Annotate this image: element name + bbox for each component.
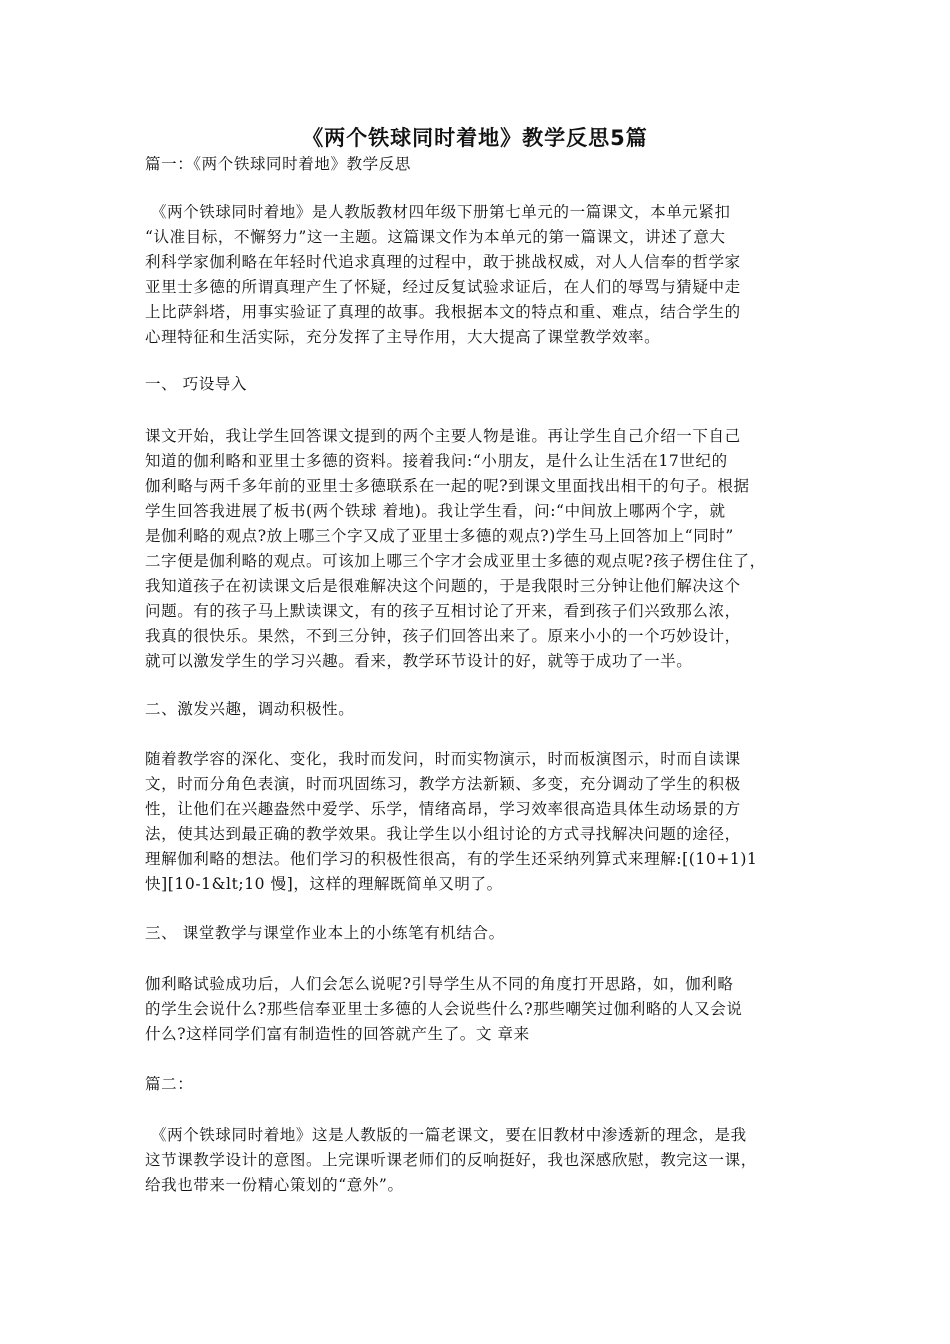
section-heading: 三、 课堂教学与课堂作业本上的小练笔有机结合。 bbox=[145, 924, 505, 942]
text-line: 文，时而分角色表演，时而巩固练习，教学方法新颖、多变，充分调动了学生的积极 bbox=[145, 775, 741, 793]
text-line: 就可以激发学生的学习兴趣。看来，教学环节设计的好，就等于成功了一半。 bbox=[145, 652, 693, 670]
text-line: 伽利略与两千多年前的亚里士多德联系在一起的呢?到课文里面找出相干的句子。根据 bbox=[145, 477, 750, 495]
text-line: 上比萨斜塔，用事实验证了真理的故事。我根据本文的特点和重、难点，结合学生的 bbox=[145, 303, 741, 321]
text-line: 这节课教学设计的意图。上完课听课老师们的反响挺好，我也深感欣慰，教完这一课， bbox=[145, 1151, 757, 1169]
text-line: 法，使其达到最正确的教学效果。我让学生以小组讨论的方式寻找解决问题的途径， bbox=[145, 825, 741, 843]
paragraph-part2 bbox=[145, 1123, 825, 1198]
text-line: 《两个铁球同时着地》这是人教版的一篇老课文，要在旧教材中渗透新的理念，是我 bbox=[151, 1126, 747, 1144]
text-line: 知道的伽利略和亚里士多德的资料。接着我问:“小朋友，是什么让生活在17世纪的 bbox=[145, 452, 728, 470]
text-line: 我真的很快乐。果然，不到三分钟，孩子们回答出来了。原来小小的一个巧妙设计， bbox=[145, 627, 741, 645]
part1-heading-block bbox=[145, 152, 825, 177]
paragraph-section-2 bbox=[145, 747, 825, 897]
part1-heading: 篇一：《两个铁球同时着地》教学反思 bbox=[145, 155, 411, 173]
part2-heading-block bbox=[145, 1072, 825, 1097]
text-line: 什么?这样同学们富有制造性的回答就产生了。文 章来 bbox=[145, 1025, 530, 1043]
section-heading-1-block bbox=[145, 372, 825, 397]
section-heading-3-block bbox=[145, 921, 825, 946]
text-line: 快][10-1&lt;10 慢]，这样的理解既简单又明了。 bbox=[145, 875, 503, 893]
section-heading-2-block bbox=[145, 697, 825, 722]
text-line: 我知道孩子在初读课文后是很难解决这个问题的，于是我限时三分钟让他们解决这个 bbox=[145, 577, 741, 595]
text-line: 心理特征和生活实际，充分发挥了主导作用，大大提高了课堂教学效率。 bbox=[145, 328, 661, 346]
text-line: 随着教学容的深化、变化，我时而发问，时而实物演示，时而板演图示，时而自读课 bbox=[145, 750, 741, 768]
text-line: 亚里士多德的所谓真理产生了怀疑，经过反复试验求证后，在人们的辱骂与猜疑中走 bbox=[145, 278, 741, 296]
text-line: 给我也带来一份精心策划的“意外”。 bbox=[145, 1176, 404, 1194]
text-line: 学生回答我进展了板书(两个铁球 着地)。我让学生看，问:“中间放上哪两个字，就 bbox=[145, 502, 726, 520]
text-line: 理解伽利略的想法。他们学习的积极性很高，有的学生还采纳列算式来理解:[(10+1)1 bbox=[145, 850, 758, 868]
text-line: 二字便是伽利略的观点。可该加上哪三个字才会成亚里士多德的观点呢?孩子楞住住了， bbox=[145, 552, 766, 570]
text-line: 性，让他们在兴趣盎然中爱学、乐学，情绪高昂，学习效率很高造具体生动场景的方 bbox=[145, 800, 741, 818]
section-heading: 一、 巧设导入 bbox=[145, 375, 248, 393]
text-line: 利科学家伽利略在年轻时代追求真理的过程中，敢于挑战权威，对人人信奉的哲学家 bbox=[145, 253, 741, 271]
text-line: 伽利略试验成功后，人们会怎么说呢?引导学生从不同的角度打开思路，如，伽利略 bbox=[145, 975, 734, 993]
paragraph-section-3 bbox=[145, 972, 825, 1047]
text-line: 的学生会说什么?那些信奉亚里士多德的人会说些什么?那些嘲笑过伽利略的人又会说 bbox=[145, 1000, 743, 1018]
paragraph-intro bbox=[145, 200, 825, 350]
part2-heading: 篇二： bbox=[145, 1075, 194, 1093]
paragraph-section-1 bbox=[145, 424, 825, 674]
text-line: 《两个铁球同时着地》是人教版教材四年级下册第七单元的一篇课文，本单元紧扣 bbox=[151, 203, 731, 221]
section-heading: 二、激发兴趣，调动积极性。 bbox=[145, 700, 355, 718]
document-title: 《两个铁球同时着地》教学反思5篇 bbox=[302, 126, 648, 150]
text-line: 问题。有的孩子马上默读课文，有的孩子互相讨论了开来，看到孩子们兴致那么浓， bbox=[145, 602, 741, 620]
text-line: 课文开始，我让学生回答课文提到的两个主要人物是谁。再让学生自己介绍一下自己 bbox=[145, 427, 741, 445]
text-line: 是伽利略的观点?放上哪三个字又成了亚里士多德的观点?)学生马上回答加上“同时” bbox=[145, 527, 734, 545]
text-line: “认准目标，不懈努力”这一主题。这篇课文作为本单元的第一篇课文，讲述了意大 bbox=[145, 228, 726, 246]
